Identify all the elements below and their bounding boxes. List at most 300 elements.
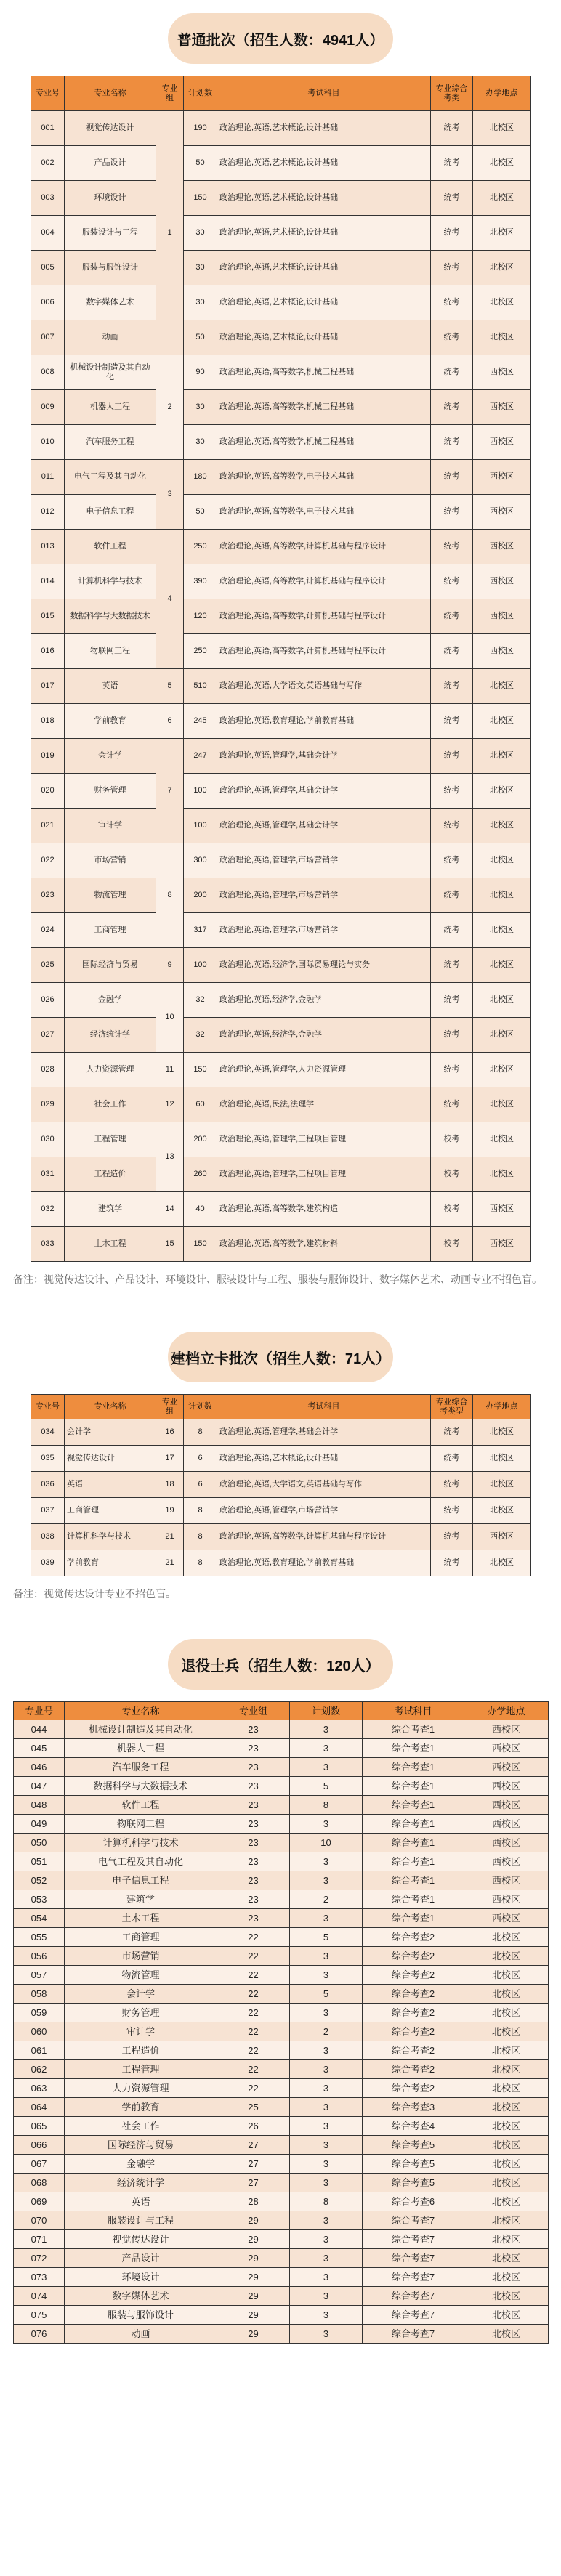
table-cell: 政治理论,英语,管理学,基础会计学	[217, 739, 431, 774]
table-cell: 北校区	[464, 2004, 549, 2022]
table-cell: 统考	[431, 1472, 473, 1498]
table-cell: 西校区	[464, 1796, 549, 1815]
table-cell: 018	[31, 704, 65, 739]
table-cell: 北校区	[473, 704, 531, 739]
table-cell: 北校区	[473, 1419, 531, 1446]
table-row	[31, 739, 531, 774]
table-cell: 政治理论,英语,管理学,基础会计学	[217, 774, 431, 809]
table-cell: 8	[184, 1498, 217, 1524]
table-cell: 200	[184, 878, 217, 913]
table-cell: 22	[217, 1966, 290, 1985]
table-row	[14, 1909, 549, 1928]
table-cell: 政治理论,英语,艺术概论,设计基础	[217, 285, 431, 320]
col-header: 专业组	[156, 76, 184, 111]
table-cell: 013	[31, 530, 65, 564]
table-row	[31, 913, 531, 948]
table-cell: 150	[184, 1053, 217, 1087]
table-cell: 038	[31, 1524, 65, 1550]
table-cell: 统考	[431, 320, 473, 355]
table-cell: 120	[184, 599, 217, 634]
table-row	[31, 634, 531, 669]
table-cell: 036	[31, 1472, 65, 1498]
table-cell: 统考	[431, 843, 473, 878]
col-header: 考试科目	[363, 1702, 464, 1720]
table-cell: 学前教育	[65, 704, 156, 739]
table-cell: 29	[217, 2325, 290, 2344]
table-row	[31, 1524, 531, 1550]
table-cell: 2	[290, 2022, 363, 2041]
table-cell: 057	[14, 1966, 65, 1985]
table-cell: 3	[290, 2211, 363, 2230]
table-cell: 服装设计与工程	[65, 2211, 217, 2230]
table-cell: 政治理论,英语,管理学,人力资源管理	[217, 1053, 431, 1087]
table-row	[31, 181, 531, 216]
table-cell: 数字媒体艺术	[65, 285, 156, 320]
col-header: 计划数	[184, 76, 217, 111]
group-cell: 13	[156, 1122, 184, 1192]
table-row	[31, 285, 531, 320]
table-cell: 统考	[431, 146, 473, 181]
table-cell: 政治理论,英语,民法,法理学	[217, 1087, 431, 1122]
table-row	[14, 1739, 549, 1758]
table-cell: 统考	[431, 634, 473, 669]
table-cell: 西校区	[473, 355, 531, 390]
table-cell: 政治理论,英语,管理学,工程项目管理	[217, 1122, 431, 1157]
table-row	[31, 216, 531, 251]
table-cell: 3	[290, 2117, 363, 2136]
table-cell: 30	[184, 390, 217, 425]
table-cell: 300	[184, 843, 217, 878]
table-cell: 8	[184, 1524, 217, 1550]
col-header: 专业名称	[65, 76, 156, 111]
table-cell: 3	[290, 1852, 363, 1871]
table-cell: 统考	[431, 1550, 473, 1576]
table-cell: 统考	[431, 739, 473, 774]
table-row	[14, 2230, 549, 2249]
table-cell: 政治理论,英语,大学语文,英语基础与写作	[217, 669, 431, 704]
table-cell: 财务管理	[65, 2004, 217, 2022]
table-cell: 3	[290, 2060, 363, 2079]
col-header: 计划数	[290, 1702, 363, 1720]
table-cell: 32	[184, 1018, 217, 1053]
table-row	[14, 2098, 549, 2117]
table-cell: 051	[14, 1852, 65, 1871]
table-cell: 40	[184, 1192, 217, 1227]
table-cell: 北校区	[473, 913, 531, 948]
table-cell: 049	[14, 1815, 65, 1834]
table-cell: 21	[156, 1524, 184, 1550]
table-cell: 067	[14, 2155, 65, 2174]
table-cell: 044	[14, 1720, 65, 1739]
table-cell: 054	[14, 1909, 65, 1928]
section2-note: 备注：视觉传达设计专业不招色盲。	[13, 1588, 176, 1600]
table-cell: 30	[184, 285, 217, 320]
table-cell: 023	[31, 878, 65, 913]
table-cell: 5	[290, 1928, 363, 1947]
table-cell: 综合考查4	[363, 2117, 464, 2136]
table-cell: 010	[31, 425, 65, 460]
table-cell: 047	[14, 1777, 65, 1796]
table-row	[14, 2004, 549, 2022]
table-cell: 政治理论,英语,高等数学,计算机基础与程序设计	[217, 599, 431, 634]
table-cell: 18	[156, 1472, 184, 1498]
table-cell: 3	[290, 2079, 363, 2098]
table-cell: 3	[290, 2174, 363, 2192]
table-row	[31, 320, 531, 355]
table-cell: 3	[290, 2325, 363, 2344]
section3-title: 退役士兵（招生人数：120人）	[168, 1639, 393, 1690]
table-cell: 财务管理	[65, 774, 156, 809]
table-cell: 综合考查2	[363, 2041, 464, 2060]
table-cell: 068	[14, 2174, 65, 2192]
table-cell: 22	[217, 1947, 290, 1966]
table-cell: 政治理论,英语,教育理论,学前教育基础	[217, 704, 431, 739]
table-cell: 22	[217, 2079, 290, 2098]
col-header: 办学地点	[473, 1395, 531, 1419]
table-cell: 英语	[65, 2192, 217, 2211]
table-row	[31, 774, 531, 809]
table-cell: 统考	[431, 774, 473, 809]
table-cell: 西校区	[473, 599, 531, 634]
table-cell: 工商管理	[65, 1498, 156, 1524]
table-cell: 250	[184, 530, 217, 564]
table-row	[31, 1419, 531, 1446]
table-cell: 物联网工程	[65, 634, 156, 669]
table-cell: 西校区	[464, 1777, 549, 1796]
table-cell: 工程造价	[65, 1157, 156, 1192]
table-cell: 政治理论,英语,艺术概论,设计基础	[217, 320, 431, 355]
group-cell: 1	[156, 111, 184, 355]
table-cell: 3	[290, 2155, 363, 2174]
table-cell: 北校区	[464, 2249, 549, 2268]
table-cell: 统考	[431, 1524, 473, 1550]
table-cell: 学前教育	[65, 1550, 156, 1576]
table-cell: 27	[217, 2136, 290, 2155]
table-cell: 30	[184, 425, 217, 460]
table-cell: 政治理论,英语,管理学,市场营销学	[217, 913, 431, 948]
table-row	[14, 1928, 549, 1947]
table-cell: 030	[31, 1122, 65, 1157]
table-row	[14, 1852, 549, 1871]
table-cell: 机器人工程	[65, 390, 156, 425]
table-row	[31, 111, 531, 146]
table-cell: 统考	[431, 285, 473, 320]
table-cell: 北校区	[473, 1498, 531, 1524]
table-cell: 070	[14, 2211, 65, 2230]
table-cell: 综合考查1	[363, 1758, 464, 1777]
table-cell: 综合考查7	[363, 2325, 464, 2344]
table-cell: 市场营销	[65, 843, 156, 878]
col-header: 专业组	[217, 1702, 290, 1720]
table-cell: 北校区	[464, 2325, 549, 2344]
table-cell: 北校区	[473, 1446, 531, 1472]
table-cell: 200	[184, 1122, 217, 1157]
col-header: 专业组	[156, 1395, 184, 1419]
table-cell: 会计学	[65, 1419, 156, 1446]
table-cell: 金融学	[65, 983, 156, 1018]
table-row	[31, 1498, 531, 1524]
table-cell: 250	[184, 634, 217, 669]
table-cell: 16	[156, 1419, 184, 1446]
table-cell: 西校区	[464, 1834, 549, 1852]
table-cell: 004	[31, 216, 65, 251]
table-cell: 西校区	[473, 634, 531, 669]
table-cell: 综合考查1	[363, 1871, 464, 1890]
table-cell: 综合考查2	[363, 1966, 464, 1985]
table-cell: 工商管理	[65, 913, 156, 948]
table-cell: 8	[184, 1550, 217, 1576]
table-cell: 西校区	[473, 495, 531, 530]
table-cell: 产品设计	[65, 2249, 217, 2268]
table-cell: 政治理论,英语,大学语文,英语基础与写作	[217, 1472, 431, 1498]
table-cell: 政治理论,英语,艺术概论,设计基础	[217, 1446, 431, 1472]
table-cell: 社会工作	[65, 2117, 217, 2136]
table-header-row	[31, 1395, 531, 1419]
table-cell: 069	[14, 2192, 65, 2211]
table-cell: 065	[14, 2117, 65, 2136]
table-cell: 北校区	[473, 285, 531, 320]
table-cell: 西校区	[473, 1524, 531, 1550]
table-cell: 100	[184, 774, 217, 809]
table-cell: 3	[290, 2268, 363, 2287]
table-cell: 统考	[431, 669, 473, 704]
table-cell: 247	[184, 739, 217, 774]
table-cell: 23	[217, 1909, 290, 1928]
table-row	[31, 251, 531, 285]
table-cell: 视觉传达设计	[65, 1446, 156, 1472]
table-header-row	[31, 76, 531, 111]
group-cell: 3	[156, 460, 184, 530]
table-cell: 063	[14, 2079, 65, 2098]
table-cell: 北校区	[473, 216, 531, 251]
table-cell: 经济统计学	[65, 1018, 156, 1053]
table-cell: 046	[14, 1758, 65, 1777]
table-cell: 校考	[431, 1122, 473, 1157]
table-cell: 北校区	[464, 2136, 549, 2155]
table-cell: 电子信息工程	[65, 495, 156, 530]
table-cell: 002	[31, 146, 65, 181]
table-cell: 50	[184, 495, 217, 530]
table-cell: 综合考查1	[363, 1815, 464, 1834]
table-cell: 3	[290, 1758, 363, 1777]
table-cell: 22	[217, 1928, 290, 1947]
group-cell: 10	[156, 983, 184, 1053]
table-cell: 人力资源管理	[65, 2079, 217, 2098]
table-cell: 学前教育	[65, 2098, 217, 2117]
table-cell: 西校区	[473, 530, 531, 564]
table-cell: 北校区	[464, 2022, 549, 2041]
table-cell: 北校区	[464, 2079, 549, 2098]
table-cell: 西校区	[464, 1890, 549, 1909]
table-cell: 政治理论,英语,高等数学,机械工程基础	[217, 355, 431, 390]
table-cell: 综合考查6	[363, 2192, 464, 2211]
table-row	[14, 2079, 549, 2098]
table-cell: 003	[31, 181, 65, 216]
table-cell: 150	[184, 1227, 217, 1262]
table-cell: 076	[14, 2325, 65, 2344]
table-cell: 北校区	[473, 1472, 531, 1498]
table-cell: 180	[184, 460, 217, 495]
table-cell: 计算机科学与技术	[65, 1524, 156, 1550]
table-cell: 23	[217, 1871, 290, 1890]
table-cell: 统考	[431, 809, 473, 843]
col-header: 专业号	[31, 1395, 65, 1419]
table-cell: 005	[31, 251, 65, 285]
table-cell: 社会工作	[65, 1087, 156, 1122]
table-cell: 综合考查5	[363, 2136, 464, 2155]
table-cell: 056	[14, 1947, 65, 1966]
table-row	[14, 1890, 549, 1909]
table-cell: 金融学	[65, 2155, 217, 2174]
poverty-batch-table	[31, 1394, 531, 1576]
table-cell: 072	[14, 2249, 65, 2268]
table-cell: 动画	[65, 320, 156, 355]
table-cell: 统考	[431, 251, 473, 285]
table-row	[31, 1122, 531, 1157]
table-cell: 17	[156, 1446, 184, 1472]
table-row	[31, 1157, 531, 1192]
table-cell: 北校区	[473, 809, 531, 843]
table-cell: 建筑学	[65, 1192, 156, 1227]
table-cell: 北校区	[473, 1087, 531, 1122]
table-cell: 综合考查1	[363, 1890, 464, 1909]
table-cell: 国际经济与贸易	[65, 948, 156, 983]
col-header: 办学地点	[473, 76, 531, 111]
table-cell: 统考	[431, 983, 473, 1018]
table-row	[14, 2306, 549, 2325]
table-cell: 西校区	[464, 1871, 549, 1890]
table-row	[31, 809, 531, 843]
group-cell: 14	[156, 1192, 184, 1227]
table-cell: 统考	[431, 355, 473, 390]
col-header: 专业综合考类	[431, 76, 473, 111]
table-cell: 汽车服务工程	[65, 425, 156, 460]
table-cell: 045	[14, 1739, 65, 1758]
table-cell: 23	[217, 1739, 290, 1758]
table-cell: 29	[217, 2230, 290, 2249]
table-row	[14, 2174, 549, 2192]
table-row	[14, 2155, 549, 2174]
table-cell: 综合考查5	[363, 2174, 464, 2192]
table-cell: 025	[31, 948, 65, 983]
table-row	[31, 146, 531, 181]
table-row	[14, 1758, 549, 1777]
table-cell: 软件工程	[65, 1796, 217, 1815]
table-cell: 统考	[431, 390, 473, 425]
table-cell: 综合考查7	[363, 2306, 464, 2325]
table-cell: 电气工程及其自动化	[65, 460, 156, 495]
table-cell: 3	[290, 2230, 363, 2249]
group-cell: 5	[156, 669, 184, 704]
table-cell: 西校区	[464, 1852, 549, 1871]
table-cell: 工程管理	[65, 2060, 217, 2079]
table-cell: 北校区	[464, 2174, 549, 2192]
table-cell: 058	[14, 1985, 65, 2004]
table-row	[31, 599, 531, 634]
table-cell: 066	[14, 2136, 65, 2155]
table-cell: 统考	[431, 1018, 473, 1053]
table-cell: 英语	[65, 669, 156, 704]
table-cell: 物流管理	[65, 1966, 217, 1985]
table-cell: 017	[31, 669, 65, 704]
table-cell: 西校区	[473, 564, 531, 599]
table-row	[14, 1796, 549, 1815]
table-cell: 90	[184, 355, 217, 390]
table-cell: 政治理论,英语,艺术概论,设计基础	[217, 111, 431, 146]
table-cell: 政治理论,英语,艺术概论,设计基础	[217, 146, 431, 181]
table-cell: 统考	[431, 564, 473, 599]
table-cell: 245	[184, 704, 217, 739]
col-header: 计划数	[184, 1395, 217, 1419]
table-cell: 服装设计与工程	[65, 216, 156, 251]
table-cell: 西校区	[464, 1739, 549, 1758]
table-cell: 综合考查2	[363, 1947, 464, 1966]
table-row	[14, 2211, 549, 2230]
table-cell: 3	[290, 1966, 363, 1985]
table-cell: 5	[290, 1777, 363, 1796]
table-cell: 政治理论,英语,管理学,基础会计学	[217, 1419, 431, 1446]
table-cell: 3	[290, 2041, 363, 2060]
table-cell: 32	[184, 983, 217, 1018]
table-cell: 建筑学	[65, 1890, 217, 1909]
table-cell: 综合考查2	[363, 1985, 464, 2004]
table-cell: 综合考查7	[363, 2230, 464, 2249]
table-cell: 014	[31, 564, 65, 599]
table-cell: 政治理论,英语,经济学,金融学	[217, 1018, 431, 1053]
table-cell: 190	[184, 111, 217, 146]
col-header: 专业号	[14, 1702, 65, 1720]
table-cell: 5	[290, 1985, 363, 2004]
col-header: 专业综合考类型	[431, 1395, 473, 1419]
col-header: 专业号	[31, 76, 65, 111]
group-cell: 8	[156, 843, 184, 948]
table-cell: 北校区	[473, 669, 531, 704]
table-row	[31, 1227, 531, 1262]
table-cell: 英语	[65, 1472, 156, 1498]
table-cell: 28	[217, 2192, 290, 2211]
table-cell: 23	[217, 1720, 290, 1739]
table-cell: 27	[217, 2174, 290, 2192]
table-row	[14, 2268, 549, 2287]
table-cell: 30	[184, 251, 217, 285]
table-cell: 022	[31, 843, 65, 878]
table-cell: 26	[217, 2117, 290, 2136]
table-cell: 统考	[431, 530, 473, 564]
table-cell: 会计学	[65, 739, 156, 774]
table-cell: 北校区	[464, 2155, 549, 2174]
table-cell: 22	[217, 1985, 290, 2004]
table-row	[14, 2192, 549, 2211]
table-cell: 综合考查1	[363, 1796, 464, 1815]
group-cell: 2	[156, 355, 184, 460]
table-cell: 317	[184, 913, 217, 948]
table-cell: 电气工程及其自动化	[65, 1852, 217, 1871]
table-cell: 经济统计学	[65, 2174, 217, 2192]
table-cell: 计算机科学与技术	[65, 564, 156, 599]
table-cell: 008	[31, 355, 65, 390]
table-row	[31, 1472, 531, 1498]
table-cell: 工程造价	[65, 2041, 217, 2060]
table-cell: 028	[31, 1053, 65, 1087]
table-cell: 北校区	[473, 1122, 531, 1157]
table-cell: 2	[290, 1890, 363, 1909]
table-cell: 073	[14, 2268, 65, 2287]
table-cell: 011	[31, 460, 65, 495]
table-cell: 统考	[431, 913, 473, 948]
table-cell: 050	[14, 1834, 65, 1852]
table-cell: 机器人工程	[65, 1739, 217, 1758]
table-cell: 033	[31, 1227, 65, 1262]
